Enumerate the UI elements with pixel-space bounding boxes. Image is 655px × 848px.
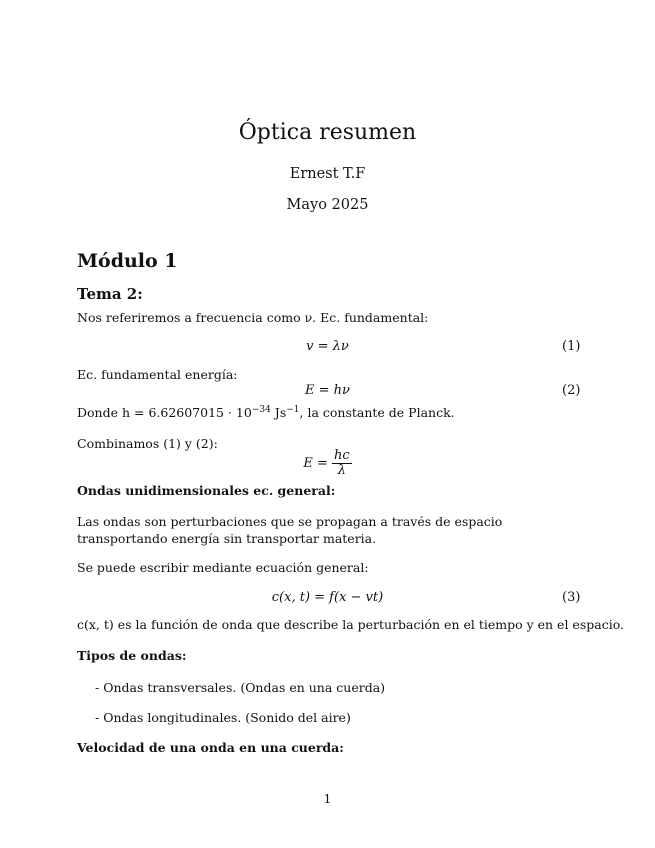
equation-4: c(x, t) = f(x − vt) xyxy=(271,590,384,605)
equation-3-fraction xyxy=(332,449,352,478)
equation-2: E = hν xyxy=(305,383,350,398)
equation-1: v = λν xyxy=(306,339,349,354)
equation-3 xyxy=(0,449,655,478)
subsection-heading: Tema 2: xyxy=(77,285,143,303)
heading-tipos: Tipos de ondas: xyxy=(77,648,187,663)
equation-4-number: (3) xyxy=(562,590,581,605)
paragraph-planck xyxy=(77,405,455,420)
equation-3-denominator: λ xyxy=(337,463,346,478)
paragraph-general-equation: Se puede escribir mediante ecuación general: xyxy=(77,560,369,575)
paragraph-frequency: Nos referiremos a frecuencia como ν. Ec. fundamental: xyxy=(77,310,429,325)
document-date: Mayo 2025 xyxy=(286,197,369,213)
heading-velocidad: Velocidad de una onda en una cuerda: xyxy=(77,740,344,755)
section-heading: Módulo 1 xyxy=(77,250,178,272)
paragraph-energy: Ec. fundamental energía: xyxy=(77,367,238,382)
equation-2-number: (2) xyxy=(562,383,581,398)
planck-exponent-2: −1 xyxy=(286,405,300,415)
planck-text-a: Donde h = 6.62607015 · 10 xyxy=(77,405,252,421)
page-number: 1 xyxy=(323,791,332,806)
paragraph-wave-function: c(x, t) es la función de onda que describe la perturbación en el tiempo y en el espacio. xyxy=(77,617,624,632)
paragraph-combine: Combinamos (1) y (2): xyxy=(77,436,218,451)
equation-1-number: (1) xyxy=(562,339,581,354)
planck-text-b: Js xyxy=(270,405,287,421)
equation-3-numerator: hc xyxy=(334,448,350,463)
document-author: Ernest T.F xyxy=(289,166,366,182)
list-item-longitudinal: - Ondas longitudinales. (Sonido del aire) xyxy=(95,710,351,725)
list-item-transversal: - Ondas transversales. (Ondas en una cuerda) xyxy=(95,680,386,695)
document-title: Óptica resumen xyxy=(238,120,417,145)
planck-exponent-1: −34 xyxy=(251,405,271,415)
paragraph-waves: Las ondas son perturbaciones que se propagan a través de espacio transportando energía sin transportar materia. xyxy=(77,514,503,546)
planck-text-c: , la constante de Planck. xyxy=(299,405,455,421)
equation-3-lhs: E = xyxy=(303,456,332,471)
heading-ondas: Ondas unidimensionales ec. general: xyxy=(77,483,336,498)
